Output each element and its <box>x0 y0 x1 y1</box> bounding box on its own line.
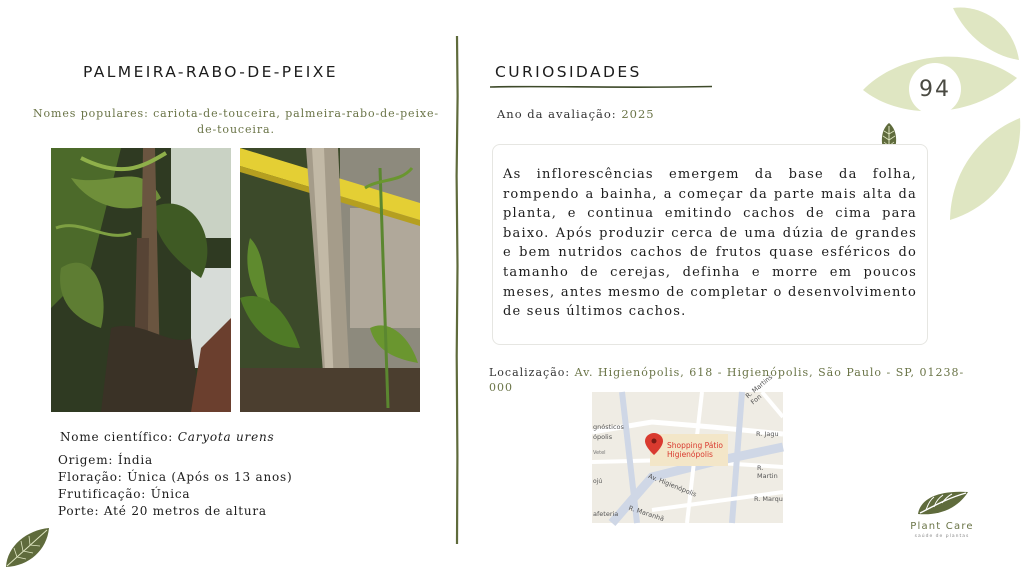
map-street-jaguaribe: R. Jagu <box>756 430 779 438</box>
plant-photo-canopy <box>51 148 231 412</box>
curiosities-card <box>492 144 928 345</box>
map-label-coaju: ojú <box>593 478 603 485</box>
map-street-maranhao: R. Maranhã <box>627 504 666 524</box>
plant-size: Porte: Até 20 metros de altura <box>58 504 267 518</box>
location-value: Av. Higienópolis, 618 - Higienópolis, São Paulo - SP, 01238-000 <box>489 366 965 394</box>
leaf-bottom-right <box>950 118 1020 220</box>
curiosities-title: CURIOSIDADES <box>495 63 642 81</box>
plant-photo-trunk <box>240 148 420 412</box>
evaluation-year-label: Ano da avaliação: <box>497 107 617 121</box>
leaf-top-right <box>953 7 1019 60</box>
plant-name: PALMEIRA-RABO-DE-PEIXE <box>83 63 338 81</box>
popular-names-label: Nomes populares: <box>32 107 149 120</box>
map-place-label: Shopping Pátio Higienópolis <box>667 441 724 459</box>
scientific-name-label: Nome científico: <box>60 430 174 444</box>
map-label-gnosticos: gnósticos <box>593 423 624 431</box>
popular-names <box>32 106 440 138</box>
flowering: Floração: Única (Após os 13 anos) <box>58 470 293 484</box>
page-number: 94 <box>919 77 951 102</box>
map-label-polis: ópolis <box>593 433 613 441</box>
brand-tagline: saúde de plantas <box>914 534 970 539</box>
corner-leaf-icon <box>3 526 51 570</box>
fruiting: Frutificação: Única <box>58 487 191 501</box>
map-street-martinico: R. Martin <box>757 464 778 480</box>
curiosities-text: As inflorescências emergem da base da folha, rompendo a bainha, a começar da parte mais alta da planta, e continua emitindo cachos de cima para baixo. Após produzir cerca de uma dúzia de grandes e bem nutridos cachos de frutos quase esféricos do tamanho de cerejas, definha e morre em poucos meses, antes mesmo de completar o desenvolvimento de seus últimos cachos. <box>503 167 917 320</box>
map-street-martins-fontes: R. Martins Fon <box>744 373 775 407</box>
evaluation-year-value: 2025 <box>621 107 655 121</box>
location-label: Localização: <box>489 366 571 379</box>
brand-name: Plant Care <box>910 521 974 532</box>
map-label-vetel: Vetel <box>593 450 606 456</box>
map-street-higienopolis: Av. Higienópolis <box>647 472 698 499</box>
map-street-marques: R. Marqu <box>754 495 783 503</box>
scientific-name <box>60 430 275 444</box>
plant-care-logo-icon <box>914 488 970 518</box>
scientific-name-value: Caryota urens <box>177 430 275 444</box>
location <box>489 365 971 395</box>
origin: Origem: Índia <box>58 453 153 467</box>
column-divider <box>455 36 459 544</box>
title-underline <box>490 84 712 90</box>
location-map[interactable] <box>592 373 783 524</box>
map-label-cafeteria: afeteria <box>593 510 619 518</box>
evaluation-year <box>497 107 655 121</box>
popular-names-value: cariota-de-touceira, palmeira-rabo-de-peixe-de-touceira. <box>153 107 439 136</box>
